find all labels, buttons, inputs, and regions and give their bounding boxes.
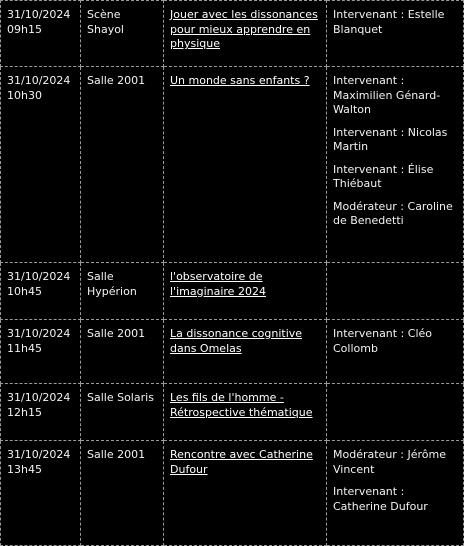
session-title-link[interactable]: Les fils de l'homme - Rétrospective thématique	[170, 391, 313, 419]
datetime-cell	[1, 263, 81, 320]
speaker-entry: Intervenant : Maximilien Génard-Walton	[333, 74, 441, 116]
people-cell	[327, 263, 464, 320]
speaker-entry: Intervenant : Nicolas Martin	[333, 125, 448, 153]
people-cell	[327, 384, 464, 441]
session-time: 09h15	[7, 22, 42, 36]
speaker-entry: Intervenant : Cléo Collomb	[333, 327, 433, 355]
speaker-entry: Intervenant : Élise Thiébaut	[333, 162, 434, 190]
room-cell	[81, 320, 164, 384]
title-cell	[164, 384, 327, 441]
session-room: Salle Hypérion	[87, 270, 137, 298]
session-room: Salle 2001	[87, 74, 146, 87]
speaker-entry: Intervenant : Estelle Blanquet	[333, 8, 445, 36]
datetime-cell	[1, 67, 81, 263]
session-room: Salle Solaris	[87, 391, 154, 404]
datetime-cell	[1, 1, 81, 67]
session-title-link[interactable]: Rencontre avec Catherine Dufour	[170, 448, 313, 476]
session-date: 31/10/2024	[7, 74, 71, 87]
session-title-link[interactable]: Un monde sans enfants ?	[170, 74, 310, 87]
session-title-link[interactable]: Jouer avec les dissonances pour mieux apprendre en physique	[170, 8, 318, 50]
title-cell	[164, 67, 327, 263]
session-time: 10h30	[7, 88, 42, 102]
room-cell	[81, 263, 164, 320]
title-cell	[164, 1, 327, 67]
session-room: Salle 2001	[87, 448, 146, 461]
schedule-row	[1, 384, 464, 441]
people-cell	[327, 67, 464, 263]
session-title-link[interactable]: l'observatoire de l'imaginaire 2024	[170, 270, 266, 298]
schedule-row	[1, 67, 464, 263]
session-date: 31/10/2024	[7, 270, 71, 283]
room-cell	[81, 441, 164, 546]
people-cell	[327, 441, 464, 546]
people-cell	[327, 320, 464, 384]
session-date: 31/10/2024	[7, 448, 71, 461]
datetime-cell	[1, 441, 81, 546]
room-cell	[81, 1, 164, 67]
speaker-entry: Intervenant : Catherine Dufour	[333, 485, 428, 513]
schedule-row	[1, 1, 464, 67]
schedule-row	[1, 320, 464, 384]
session-time: 11h45	[7, 341, 42, 355]
session-title-link[interactable]: La dissonance cognitive dans Omelas	[170, 327, 303, 355]
session-room: Scène Shayol	[87, 8, 124, 36]
session-room: Salle 2001	[87, 327, 146, 340]
session-date: 31/10/2024	[7, 8, 71, 21]
datetime-cell	[1, 320, 81, 384]
people-cell	[327, 1, 464, 67]
speaker-entry: Modérateur : Caroline de Benedetti	[333, 199, 453, 227]
session-time: 13h45	[7, 462, 42, 476]
title-cell	[164, 441, 327, 546]
session-date: 31/10/2024	[7, 391, 71, 404]
schedule-body	[1, 1, 464, 546]
datetime-cell	[1, 384, 81, 441]
schedule-row	[1, 263, 464, 320]
session-time: 12h15	[7, 405, 42, 419]
speaker-entry: Modérateur : Jérôme Vincent	[333, 448, 447, 476]
room-cell	[81, 384, 164, 441]
session-time: 10h45	[7, 284, 42, 298]
schedule-row	[1, 441, 464, 546]
session-date: 31/10/2024	[7, 327, 71, 340]
room-cell	[81, 67, 164, 263]
title-cell	[164, 320, 327, 384]
title-cell	[164, 263, 327, 320]
